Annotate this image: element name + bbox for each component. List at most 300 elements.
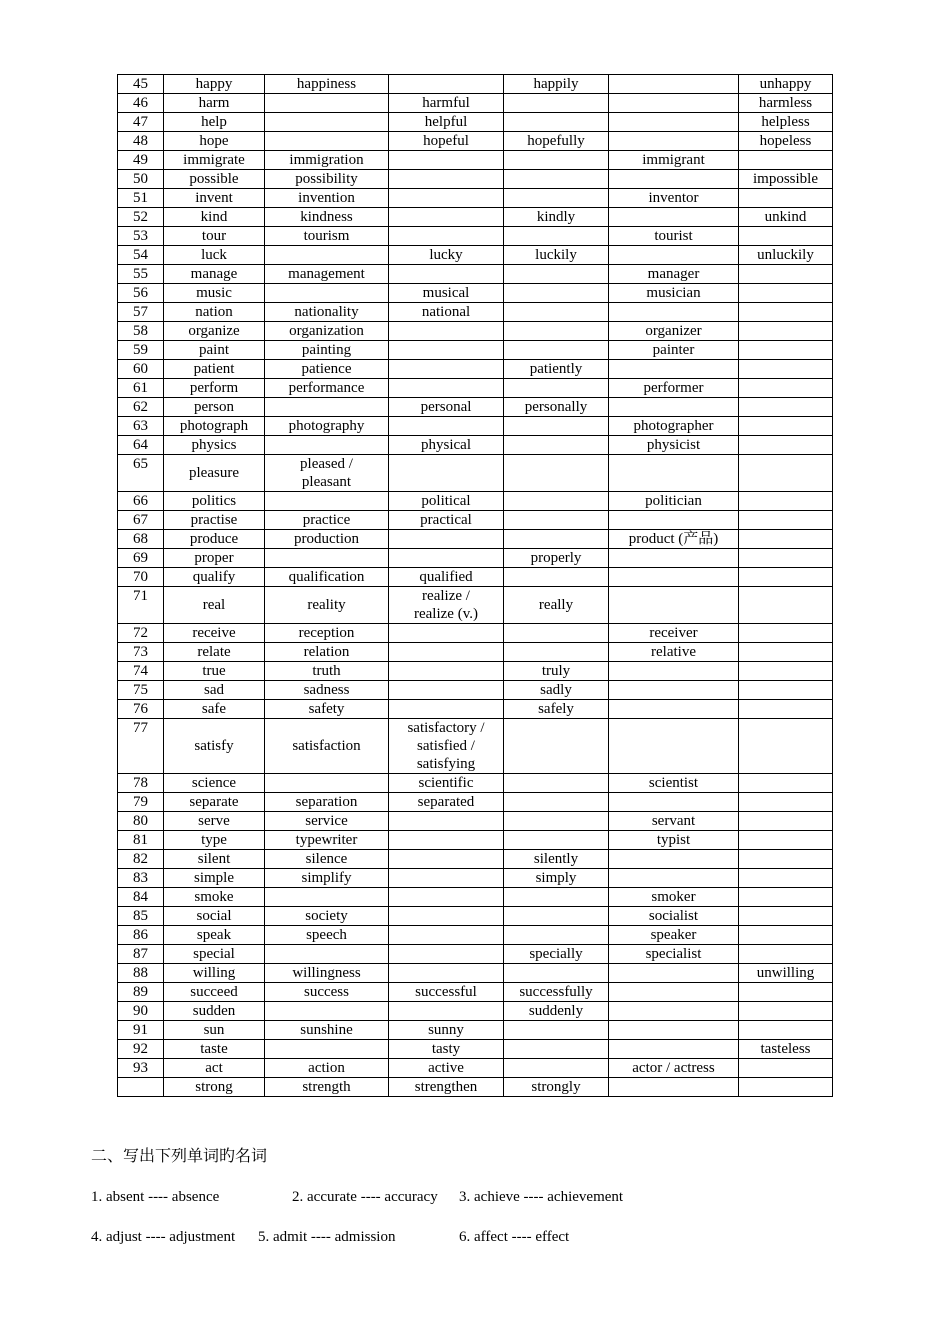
exercise-item: 5. admit ---- admission: [258, 1229, 396, 1245]
row-number-cell: 69: [118, 549, 164, 568]
opposite-form-cell: [739, 151, 833, 170]
row-number-cell: 59: [118, 341, 164, 360]
opposite-form-cell: [739, 945, 833, 964]
opposite-form-cell: [739, 417, 833, 436]
table-row: [118, 398, 833, 417]
opposite-form-cell: [739, 455, 833, 492]
base-word-cell: music: [164, 284, 265, 303]
person-noun-cell: organizer: [609, 322, 739, 341]
person-noun-cell: musician: [609, 284, 739, 303]
opposite-form-cell: [739, 700, 833, 719]
adverb-form-cell: [504, 322, 609, 341]
adjective-form-cell: [389, 530, 504, 549]
person-noun-cell: [609, 94, 739, 113]
adjective-form-cell: [389, 643, 504, 662]
person-noun-cell: speaker: [609, 926, 739, 945]
opposite-form-cell: [739, 624, 833, 643]
row-number-cell: 60: [118, 360, 164, 379]
table-row: [118, 94, 833, 113]
table-row: [118, 907, 833, 926]
row-number-cell: 90: [118, 1002, 164, 1021]
adverb-form-cell: sadly: [504, 681, 609, 700]
base-word-cell: paint: [164, 341, 265, 360]
person-noun-cell: physicist: [609, 436, 739, 455]
opposite-form-cell: hopeless: [739, 132, 833, 151]
table-row: [118, 189, 833, 208]
table-row: [118, 379, 833, 398]
adjective-form-cell: [389, 227, 504, 246]
adjective-form-cell: physical: [389, 436, 504, 455]
adverb-form-cell: [504, 568, 609, 587]
opposite-form-cell: [739, 492, 833, 511]
adverb-form-cell: kindly: [504, 208, 609, 227]
person-noun-cell: [609, 681, 739, 700]
person-noun-cell: servant: [609, 812, 739, 831]
opposite-form-cell: [739, 360, 833, 379]
adverb-form-cell: [504, 436, 609, 455]
adjective-form-cell: lucky: [389, 246, 504, 265]
row-number-cell: 72: [118, 624, 164, 643]
opposite-form-cell: [739, 436, 833, 455]
row-number-cell: 80: [118, 812, 164, 831]
row-number-cell: 51: [118, 189, 164, 208]
base-word-cell: sudden: [164, 1002, 265, 1021]
person-noun-cell: [609, 303, 739, 322]
noun-form-cell: [265, 492, 389, 511]
adjective-form-cell: [389, 945, 504, 964]
row-number-cell: 63: [118, 417, 164, 436]
opposite-form-cell: [739, 850, 833, 869]
noun-form-cell: tourism: [265, 227, 389, 246]
table-row: [118, 549, 833, 568]
person-noun-cell: [609, 132, 739, 151]
person-noun-cell: [609, 170, 739, 189]
base-word-cell: serve: [164, 812, 265, 831]
opposite-form-cell: [739, 983, 833, 1002]
row-number-cell: 71: [118, 587, 164, 624]
opposite-form-cell: [739, 1002, 833, 1021]
opposite-form-cell: unluckily: [739, 246, 833, 265]
table-row: [118, 1021, 833, 1040]
exercise-item: 1. absent ---- absence: [91, 1189, 220, 1205]
base-word-cell: simple: [164, 869, 265, 888]
adjective-form-cell: [389, 170, 504, 189]
base-word-cell: strong: [164, 1078, 265, 1097]
row-number-cell: 55: [118, 265, 164, 284]
person-noun-cell: [609, 850, 739, 869]
opposite-form-cell: unkind: [739, 208, 833, 227]
adjective-form-cell: political: [389, 492, 504, 511]
noun-form-cell: willingness: [265, 964, 389, 983]
adverb-form-cell: [504, 284, 609, 303]
opposite-form-cell: [739, 379, 833, 398]
adverb-form-cell: [504, 511, 609, 530]
opposite-form-cell: [739, 793, 833, 812]
adverb-form-cell: [504, 624, 609, 643]
row-number-cell: 77: [118, 719, 164, 774]
opposite-form-cell: [739, 265, 833, 284]
row-number-cell: 56: [118, 284, 164, 303]
adjective-form-cell: [389, 700, 504, 719]
table-row: [118, 455, 833, 492]
adverb-form-cell: [504, 341, 609, 360]
opposite-form-cell: [739, 227, 833, 246]
adverb-form-cell: [504, 1040, 609, 1059]
row-number-cell: 62: [118, 398, 164, 417]
person-noun-cell: [609, 983, 739, 1002]
table-row: [118, 869, 833, 888]
base-word-cell: practise: [164, 511, 265, 530]
row-number-cell: 85: [118, 907, 164, 926]
adverb-form-cell: [504, 151, 609, 170]
adverb-form-cell: [504, 964, 609, 983]
row-number-cell: 53: [118, 227, 164, 246]
noun-form-cell: possibility: [265, 170, 389, 189]
noun-form-cell: sadness: [265, 681, 389, 700]
noun-form-cell: [265, 94, 389, 113]
table-row: [118, 681, 833, 700]
row-number-cell: 54: [118, 246, 164, 265]
noun-form-cell: truth: [265, 662, 389, 681]
row-number-cell: 78: [118, 774, 164, 793]
adverb-form-cell: [504, 492, 609, 511]
adverb-form-cell: [504, 265, 609, 284]
adverb-form-cell: [504, 113, 609, 132]
row-number-cell: [118, 1078, 164, 1097]
adverb-form-cell: [504, 227, 609, 246]
opposite-form-cell: [739, 831, 833, 850]
adjective-form-cell: [389, 926, 504, 945]
base-word-cell: social: [164, 907, 265, 926]
person-noun-cell: tourist: [609, 227, 739, 246]
word-table-body: [118, 75, 833, 1097]
noun-form-cell: [265, 1040, 389, 1059]
person-noun-cell: socialist: [609, 907, 739, 926]
base-word-cell: separate: [164, 793, 265, 812]
noun-form-cell: nationality: [265, 303, 389, 322]
adverb-form-cell: [504, 94, 609, 113]
adverb-form-cell: strongly: [504, 1078, 609, 1097]
adjective-form-cell: active: [389, 1059, 504, 1078]
person-noun-cell: typist: [609, 831, 739, 850]
person-noun-cell: performer: [609, 379, 739, 398]
base-word-cell: tour: [164, 227, 265, 246]
adverb-form-cell: hopefully: [504, 132, 609, 151]
adjective-form-cell: harmful: [389, 94, 504, 113]
table-row: [118, 113, 833, 132]
opposite-form-cell: [739, 869, 833, 888]
person-noun-cell: [609, 208, 739, 227]
opposite-form-cell: [739, 398, 833, 417]
adverb-form-cell: happily: [504, 75, 609, 94]
base-word-cell: type: [164, 831, 265, 850]
adjective-form-cell: [389, 379, 504, 398]
noun-form-cell: practice: [265, 511, 389, 530]
adverb-form-cell: luckily: [504, 246, 609, 265]
base-word-cell: safe: [164, 700, 265, 719]
person-noun-cell: [609, 1040, 739, 1059]
table-row: [118, 983, 833, 1002]
person-noun-cell: specialist: [609, 945, 739, 964]
adverb-form-cell: [504, 530, 609, 549]
base-word-cell: willing: [164, 964, 265, 983]
adverb-form-cell: [504, 1021, 609, 1040]
noun-form-cell: [265, 774, 389, 793]
adjective-form-cell: [389, 1002, 504, 1021]
person-noun-cell: inventor: [609, 189, 739, 208]
noun-form-cell: [265, 945, 389, 964]
opposite-form-cell: [739, 549, 833, 568]
noun-form-cell: service: [265, 812, 389, 831]
person-noun-cell: actor / actress: [609, 1059, 739, 1078]
adjective-form-cell: scientific: [389, 774, 504, 793]
adverb-form-cell: [504, 719, 609, 774]
table-row: [118, 888, 833, 907]
opposite-form-cell: [739, 719, 833, 774]
person-noun-cell: [609, 511, 739, 530]
adverb-form-cell: [504, 888, 609, 907]
noun-form-cell: typewriter: [265, 831, 389, 850]
adjective-form-cell: sunny: [389, 1021, 504, 1040]
row-number-cell: 84: [118, 888, 164, 907]
base-word-cell: receive: [164, 624, 265, 643]
person-noun-cell: manager: [609, 265, 739, 284]
base-word-cell: satisfy: [164, 719, 265, 774]
adjective-form-cell: [389, 417, 504, 436]
person-noun-cell: painter: [609, 341, 739, 360]
adverb-form-cell: [504, 774, 609, 793]
adjective-form-cell: strengthen: [389, 1078, 504, 1097]
opposite-form-cell: [739, 189, 833, 208]
row-number-cell: 76: [118, 700, 164, 719]
person-noun-cell: photographer: [609, 417, 739, 436]
noun-form-cell: relation: [265, 643, 389, 662]
person-noun-cell: [609, 869, 739, 888]
person-noun-cell: [609, 455, 739, 492]
opposite-form-cell: [739, 1059, 833, 1078]
base-word-cell: politics: [164, 492, 265, 511]
opposite-form-cell: [739, 284, 833, 303]
row-number-cell: 93: [118, 1059, 164, 1078]
opposite-form-cell: unhappy: [739, 75, 833, 94]
adverb-form-cell: properly: [504, 549, 609, 568]
adjective-form-cell: [389, 869, 504, 888]
person-noun-cell: [609, 398, 739, 417]
row-number-cell: 61: [118, 379, 164, 398]
opposite-form-cell: [739, 662, 833, 681]
noun-form-cell: organization: [265, 322, 389, 341]
noun-form-cell: pleased / pleasant: [265, 455, 389, 492]
opposite-form-cell: [739, 322, 833, 341]
table-row: [118, 643, 833, 662]
person-noun-cell: [609, 75, 739, 94]
base-word-cell: qualify: [164, 568, 265, 587]
table-row: [118, 246, 833, 265]
opposite-form-cell: impossible: [739, 170, 833, 189]
person-noun-cell: [609, 700, 739, 719]
base-word-cell: possible: [164, 170, 265, 189]
table-row: [118, 1002, 833, 1021]
noun-form-cell: silence: [265, 850, 389, 869]
adverb-form-cell: [504, 831, 609, 850]
noun-form-cell: safety: [265, 700, 389, 719]
row-number-cell: 64: [118, 436, 164, 455]
row-number-cell: 48: [118, 132, 164, 151]
adverb-form-cell: silently: [504, 850, 609, 869]
table-row: [118, 568, 833, 587]
row-number-cell: 73: [118, 643, 164, 662]
opposite-form-cell: [739, 530, 833, 549]
noun-form-cell: [265, 436, 389, 455]
row-number-cell: 86: [118, 926, 164, 945]
table-row: [118, 662, 833, 681]
table-row: [118, 303, 833, 322]
base-word-cell: organize: [164, 322, 265, 341]
base-word-cell: science: [164, 774, 265, 793]
noun-form-cell: management: [265, 265, 389, 284]
opposite-form-cell: [739, 341, 833, 360]
base-word-cell: proper: [164, 549, 265, 568]
opposite-form-cell: harmless: [739, 94, 833, 113]
noun-form-cell: qualification: [265, 568, 389, 587]
base-word-cell: patient: [164, 360, 265, 379]
adverb-form-cell: [504, 303, 609, 322]
opposite-form-cell: [739, 1078, 833, 1097]
person-noun-cell: [609, 360, 739, 379]
noun-form-cell: immigration: [265, 151, 389, 170]
row-number-cell: 47: [118, 113, 164, 132]
adjective-form-cell: [389, 208, 504, 227]
adjective-form-cell: [389, 151, 504, 170]
noun-form-cell: [265, 132, 389, 151]
base-word-cell: harm: [164, 94, 265, 113]
noun-form-cell: sunshine: [265, 1021, 389, 1040]
table-row: [118, 322, 833, 341]
table-row: [118, 624, 833, 643]
table-row: [118, 831, 833, 850]
table-row: [118, 719, 833, 774]
noun-form-cell: action: [265, 1059, 389, 1078]
base-word-cell: special: [164, 945, 265, 964]
adjective-form-cell: practical: [389, 511, 504, 530]
adjective-form-cell: separated: [389, 793, 504, 812]
row-number-cell: 65: [118, 455, 164, 492]
noun-form-cell: success: [265, 983, 389, 1002]
noun-form-cell: satisfaction: [265, 719, 389, 774]
adjective-form-cell: [389, 455, 504, 492]
row-number-cell: 75: [118, 681, 164, 700]
base-word-cell: sad: [164, 681, 265, 700]
table-row: [118, 132, 833, 151]
adjective-form-cell: [389, 322, 504, 341]
base-word-cell: silent: [164, 850, 265, 869]
adjective-form-cell: musical: [389, 284, 504, 303]
row-number-cell: 46: [118, 94, 164, 113]
row-number-cell: 89: [118, 983, 164, 1002]
base-word-cell: sun: [164, 1021, 265, 1040]
base-word-cell: nation: [164, 303, 265, 322]
table-row: [118, 1040, 833, 1059]
person-noun-cell: product (产品): [609, 530, 739, 549]
table-row: [118, 170, 833, 189]
noun-form-cell: performance: [265, 379, 389, 398]
noun-form-cell: happiness: [265, 75, 389, 94]
adjective-form-cell: [389, 341, 504, 360]
base-word-cell: immigrate: [164, 151, 265, 170]
adverb-form-cell: [504, 417, 609, 436]
person-noun-cell: [609, 662, 739, 681]
base-word-cell: succeed: [164, 983, 265, 1002]
adjective-form-cell: helpful: [389, 113, 504, 132]
row-number-cell: 81: [118, 831, 164, 850]
base-word-cell: hope: [164, 132, 265, 151]
table-row: [118, 436, 833, 455]
noun-form-cell: production: [265, 530, 389, 549]
person-noun-cell: scientist: [609, 774, 739, 793]
row-number-cell: 57: [118, 303, 164, 322]
table-row: [118, 417, 833, 436]
adjective-form-cell: [389, 812, 504, 831]
adverb-form-cell: [504, 643, 609, 662]
noun-form-cell: [265, 246, 389, 265]
noun-form-cell: strength: [265, 1078, 389, 1097]
adjective-form-cell: [389, 662, 504, 681]
person-noun-cell: relative: [609, 643, 739, 662]
base-word-cell: taste: [164, 1040, 265, 1059]
noun-form-cell: society: [265, 907, 389, 926]
row-number-cell: 68: [118, 530, 164, 549]
adjective-form-cell: [389, 831, 504, 850]
noun-form-cell: speech: [265, 926, 389, 945]
adjective-form-cell: [389, 265, 504, 284]
opposite-form-cell: [739, 1021, 833, 1040]
adjective-form-cell: realize / realize (v.): [389, 587, 504, 624]
noun-form-cell: [265, 113, 389, 132]
adverb-form-cell: truly: [504, 662, 609, 681]
exercise-item: 3. achieve ---- achievement: [459, 1189, 624, 1205]
opposite-form-cell: [739, 643, 833, 662]
adjective-form-cell: [389, 681, 504, 700]
person-noun-cell: [609, 113, 739, 132]
person-noun-cell: immigrant: [609, 151, 739, 170]
base-word-cell: person: [164, 398, 265, 417]
noun-form-cell: kindness: [265, 208, 389, 227]
adjective-form-cell: [389, 189, 504, 208]
opposite-form-cell: unwilling: [739, 964, 833, 983]
base-word-cell: help: [164, 113, 265, 132]
person-noun-cell: politician: [609, 492, 739, 511]
opposite-form-cell: [739, 511, 833, 530]
exercise-item: 6. affect ---- effect: [459, 1229, 570, 1245]
row-number-cell: 67: [118, 511, 164, 530]
opposite-form-cell: helpless: [739, 113, 833, 132]
table-row: [118, 964, 833, 983]
base-word-cell: kind: [164, 208, 265, 227]
opposite-form-cell: [739, 907, 833, 926]
noun-form-cell: [265, 888, 389, 907]
table-row: [118, 492, 833, 511]
opposite-form-cell: [739, 812, 833, 831]
base-word-cell: pleasure: [164, 455, 265, 492]
row-number-cell: 88: [118, 964, 164, 983]
adjective-form-cell: tasty: [389, 1040, 504, 1059]
base-word-cell: act: [164, 1059, 265, 1078]
adjective-form-cell: successful: [389, 983, 504, 1002]
base-word-cell: true: [164, 662, 265, 681]
adverb-form-cell: patiently: [504, 360, 609, 379]
table-row: [118, 850, 833, 869]
person-noun-cell: [609, 587, 739, 624]
